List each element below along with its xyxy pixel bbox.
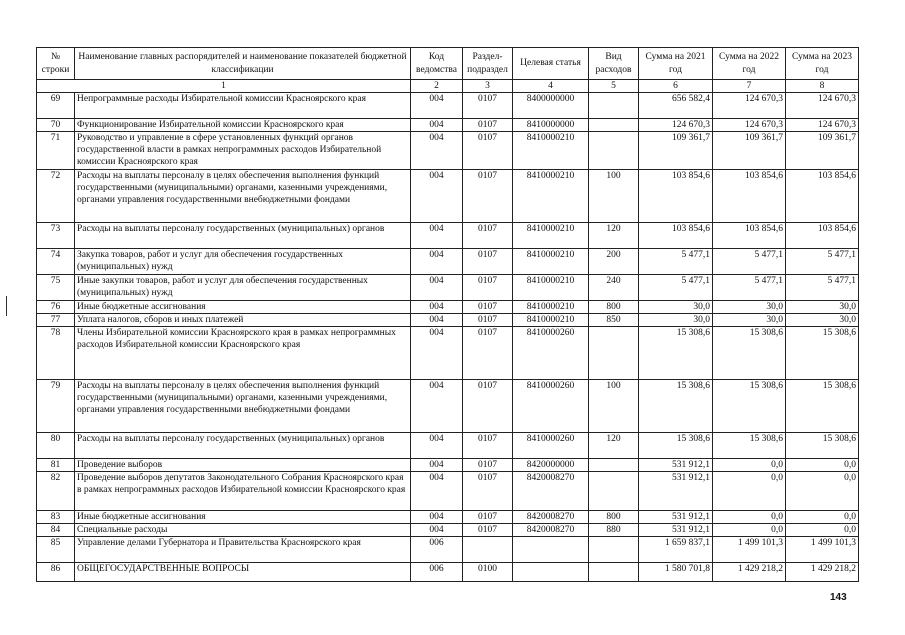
column-number-row xyxy=(37,80,859,93)
row-target-article: 8410000210 xyxy=(513,249,589,275)
row-expense-type xyxy=(589,563,639,582)
row-sum-2023: 124 670,3 xyxy=(786,119,859,132)
row-name: Иные бюджетные ассигнования xyxy=(75,511,411,524)
row-ved-code: 004 xyxy=(411,472,463,511)
row-sum-2021: 15 308,6 xyxy=(639,327,713,380)
row-name: Иные закупки товаров, работ и услуг для обеспечения государственных (муниципальных) нужд xyxy=(75,275,411,301)
row-sum-2021: 1 659 837,1 xyxy=(639,537,713,563)
row-sum-2022: 30,0 xyxy=(713,314,786,327)
row-name: ОБЩЕГОСУДАРСТВЕННЫЕ ВОПРОСЫ xyxy=(75,563,411,582)
table-row xyxy=(37,380,859,433)
row-sum-2022: 5 477,1 xyxy=(713,249,786,275)
row-expense-type xyxy=(589,119,639,132)
row-number: 80 xyxy=(37,433,75,459)
table-row xyxy=(37,119,859,132)
row-sum-2023: 15 308,6 xyxy=(786,380,859,433)
column-number: 5 xyxy=(589,80,639,93)
column-number: 6 xyxy=(639,80,713,93)
row-expense-type xyxy=(589,537,639,563)
row-sum-2023: 103 854,6 xyxy=(786,223,859,249)
row-number: 69 xyxy=(37,93,75,119)
header-vid: Вид расходов xyxy=(589,48,639,80)
row-expense-type: 240 xyxy=(589,275,639,301)
row-ved-code: 004 xyxy=(411,524,463,537)
row-target-article: 8410000260 xyxy=(513,433,589,459)
column-number: 3 xyxy=(463,80,513,93)
row-name: Проведение выборов xyxy=(75,459,411,472)
row-sum-2022: 0,0 xyxy=(713,511,786,524)
row-sum-2023: 15 308,6 xyxy=(786,433,859,459)
row-number: 83 xyxy=(37,511,75,524)
row-expense-type: 880 xyxy=(589,524,639,537)
header-sum-2021: Сумма на 2021 год xyxy=(639,48,713,80)
row-ved-code: 004 xyxy=(411,314,463,327)
row-target-article xyxy=(513,537,589,563)
row-name: Управление делами Губернатора и Правительства Красноярского края xyxy=(75,537,411,563)
row-section-code: 0107 xyxy=(463,380,513,433)
row-expense-type xyxy=(589,132,639,170)
row-section-code: 0100 xyxy=(463,563,513,582)
column-number: 8 xyxy=(786,80,859,93)
row-name: Уплата налогов, сборов и иных платежей xyxy=(75,314,411,327)
row-name: Специальные расходы xyxy=(75,524,411,537)
row-ved-code: 006 xyxy=(411,563,463,582)
row-expense-type: 120 xyxy=(589,433,639,459)
page-number: 143 xyxy=(830,592,847,603)
row-ved-code: 006 xyxy=(411,537,463,563)
row-number: 82 xyxy=(37,472,75,511)
row-expense-type: 100 xyxy=(589,380,639,433)
row-name: Расходы на выплаты персоналу в целях обеспечения выполнения функций государственными (муниципальными) органами, казенными учреждениями, органами управления государственными внебюджетными фондами xyxy=(75,170,411,223)
row-ved-code: 004 xyxy=(411,511,463,524)
row-target-article: 8410000210 xyxy=(513,223,589,249)
row-sum-2022: 30,0 xyxy=(713,301,786,314)
row-target-article: 8410000260 xyxy=(513,327,589,380)
row-section-code: 0107 xyxy=(463,170,513,223)
table-row xyxy=(37,132,859,170)
row-sum-2021: 30,0 xyxy=(639,314,713,327)
column-number: 4 xyxy=(513,80,589,93)
column-number: 1 xyxy=(37,80,411,93)
row-number: 79 xyxy=(37,380,75,433)
row-name: Функционирование Избирательной комиссии Красноярского края xyxy=(75,119,411,132)
row-name: Закупка товаров, работ и услуг для обеспечения государственных (муниципальных) нужд xyxy=(75,249,411,275)
row-ved-code: 004 xyxy=(411,132,463,170)
row-sum-2022: 5 477,1 xyxy=(713,275,786,301)
table-row xyxy=(37,275,859,301)
row-number: 84 xyxy=(37,524,75,537)
row-ved-code: 004 xyxy=(411,433,463,459)
row-section-code: 0107 xyxy=(463,459,513,472)
row-section-code: 0107 xyxy=(463,433,513,459)
column-number: 2 xyxy=(411,80,463,93)
row-sum-2023: 0,0 xyxy=(786,524,859,537)
table-row xyxy=(37,301,859,314)
row-sum-2021: 531 912,1 xyxy=(639,459,713,472)
row-sum-2023: 0,0 xyxy=(786,511,859,524)
row-section-code: 0107 xyxy=(463,119,513,132)
row-expense-type: 850 xyxy=(589,314,639,327)
row-sum-2023: 124 670,3 xyxy=(786,93,859,119)
row-expense-type: 100 xyxy=(589,170,639,223)
row-name: Проведение выборов депутатов Законодательного Собрания Красноярского края в рамках непрограммных расходов Избирательной комиссии Красноярского края xyxy=(75,472,411,511)
row-expense-type: 120 xyxy=(589,223,639,249)
table-row xyxy=(37,223,859,249)
row-ved-code: 004 xyxy=(411,119,463,132)
row-number: 77 xyxy=(37,314,75,327)
row-sum-2022: 15 308,6 xyxy=(713,433,786,459)
row-sum-2023: 5 477,1 xyxy=(786,275,859,301)
row-sum-2022: 103 854,6 xyxy=(713,223,786,249)
table-row xyxy=(37,93,859,119)
table-row xyxy=(37,327,859,380)
row-sum-2021: 124 670,3 xyxy=(639,119,713,132)
row-sum-2023: 103 854,6 xyxy=(786,170,859,223)
header-razd: Раздел-подраздел xyxy=(463,48,513,80)
row-ved-code: 004 xyxy=(411,327,463,380)
row-target-article: 8420008270 xyxy=(513,511,589,524)
row-section-code: 0107 xyxy=(463,132,513,170)
row-sum-2021: 531 912,1 xyxy=(639,472,713,511)
row-target-article: 8420008270 xyxy=(513,524,589,537)
row-sum-2022: 15 308,6 xyxy=(713,380,786,433)
row-sum-2022: 1 429 218,2 xyxy=(713,563,786,582)
table-row xyxy=(37,511,859,524)
row-sum-2021: 531 912,1 xyxy=(639,511,713,524)
row-expense-type: 200 xyxy=(589,249,639,275)
row-name: Расходы на выплаты персоналу государственных (муниципальных) органов xyxy=(75,433,411,459)
row-section-code xyxy=(463,537,513,563)
row-ved-code: 004 xyxy=(411,223,463,249)
row-name: Расходы на выплаты персоналу государственных (муниципальных) органов xyxy=(75,223,411,249)
row-ved-code: 004 xyxy=(411,170,463,223)
row-expense-type xyxy=(589,93,639,119)
row-target-article: 8410000000 xyxy=(513,119,589,132)
table-body xyxy=(37,93,859,582)
row-sum-2022: 124 670,3 xyxy=(713,119,786,132)
table-row xyxy=(37,472,859,511)
row-sum-2023: 0,0 xyxy=(786,472,859,511)
row-sum-2021: 1 580 701,8 xyxy=(639,563,713,582)
row-target-article xyxy=(513,563,589,582)
margin-mark xyxy=(6,296,7,316)
row-sum-2021: 109 361,7 xyxy=(639,132,713,170)
table-row xyxy=(37,433,859,459)
row-sum-2022: 109 361,7 xyxy=(713,132,786,170)
row-sum-2021: 5 477,1 xyxy=(639,275,713,301)
table-row xyxy=(37,170,859,223)
row-ved-code: 004 xyxy=(411,301,463,314)
row-sum-2023: 15 308,6 xyxy=(786,327,859,380)
row-number: 71 xyxy=(37,132,75,170)
row-sum-2022: 15 308,6 xyxy=(713,327,786,380)
row-number: 74 xyxy=(37,249,75,275)
row-target-article: 8410000210 xyxy=(513,301,589,314)
row-expense-type: 800 xyxy=(589,511,639,524)
row-section-code: 0107 xyxy=(463,249,513,275)
row-number: 76 xyxy=(37,301,75,314)
row-section-code: 0107 xyxy=(463,93,513,119)
row-sum-2022: 0,0 xyxy=(713,459,786,472)
row-target-article: 8420000000 xyxy=(513,459,589,472)
row-expense-type xyxy=(589,472,639,511)
row-target-article: 8410000210 xyxy=(513,132,589,170)
row-ved-code: 004 xyxy=(411,249,463,275)
header-num: № строки xyxy=(37,48,75,80)
row-number: 86 xyxy=(37,563,75,582)
row-number: 81 xyxy=(37,459,75,472)
row-target-article: 8410000210 xyxy=(513,275,589,301)
row-sum-2021: 656 582,4 xyxy=(639,93,713,119)
row-target-article: 8410000260 xyxy=(513,380,589,433)
row-target-article: 8410000210 xyxy=(513,170,589,223)
row-sum-2023: 30,0 xyxy=(786,314,859,327)
row-sum-2023: 109 361,7 xyxy=(786,132,859,170)
row-number: 75 xyxy=(37,275,75,301)
row-sum-2021: 5 477,1 xyxy=(639,249,713,275)
row-ved-code: 004 xyxy=(411,380,463,433)
row-number: 73 xyxy=(37,223,75,249)
table-row xyxy=(37,314,859,327)
row-sum-2021: 103 854,6 xyxy=(639,170,713,223)
row-expense-type xyxy=(589,327,639,380)
row-number: 78 xyxy=(37,327,75,380)
header-cel: Целевая статья xyxy=(513,48,589,80)
row-name: Иные бюджетные ассигнования xyxy=(75,301,411,314)
row-sum-2022: 0,0 xyxy=(713,524,786,537)
row-section-code: 0107 xyxy=(463,275,513,301)
row-sum-2023: 1 429 218,2 xyxy=(786,563,859,582)
row-sum-2023: 5 477,1 xyxy=(786,249,859,275)
row-name: Члены Избирательной комиссии Красноярского края в рамках непрограммных расходов Избирательной комиссии Красноярского края xyxy=(75,327,411,380)
row-sum-2022: 103 854,6 xyxy=(713,170,786,223)
row-ved-code: 004 xyxy=(411,93,463,119)
row-sum-2021: 15 308,6 xyxy=(639,433,713,459)
row-sum-2021: 531 912,1 xyxy=(639,524,713,537)
row-section-code: 0107 xyxy=(463,524,513,537)
table-row xyxy=(37,459,859,472)
header-sum-2023: Сумма на 2023 год xyxy=(786,48,859,80)
row-sum-2022: 1 499 101,3 xyxy=(713,537,786,563)
row-sum-2021: 15 308,6 xyxy=(639,380,713,433)
table-row xyxy=(37,524,859,537)
row-section-code: 0107 xyxy=(463,314,513,327)
budget-table xyxy=(36,47,859,582)
row-name: Расходы на выплаты персоналу в целях обеспечения выполнения функций государственными (муниципальными) органами, казенными учреждениями, органами управления государственными внебюджетными фондами xyxy=(75,380,411,433)
row-section-code: 0107 xyxy=(463,301,513,314)
row-section-code: 0107 xyxy=(463,223,513,249)
row-target-article: 8420008270 xyxy=(513,472,589,511)
row-ved-code: 004 xyxy=(411,459,463,472)
row-number: 85 xyxy=(37,537,75,563)
header-ved: Код ведомства xyxy=(411,48,463,80)
row-section-code: 0107 xyxy=(463,327,513,380)
row-sum-2022: 124 670,3 xyxy=(713,93,786,119)
row-expense-type: 800 xyxy=(589,301,639,314)
row-target-article: 8400000000 xyxy=(513,93,589,119)
row-number: 72 xyxy=(37,170,75,223)
column-number: 7 xyxy=(713,80,786,93)
row-section-code: 0107 xyxy=(463,472,513,511)
table-row xyxy=(37,537,859,563)
row-name: Непрограммные расходы Избирательной комиссии Красноярского края xyxy=(75,93,411,119)
row-target-article: 8410000210 xyxy=(513,314,589,327)
row-expense-type xyxy=(589,459,639,472)
row-sum-2021: 30,0 xyxy=(639,301,713,314)
row-section-code: 0107 xyxy=(463,511,513,524)
row-sum-2023: 1 499 101,3 xyxy=(786,537,859,563)
row-number: 70 xyxy=(37,119,75,132)
header-row xyxy=(37,48,859,80)
row-sum-2023: 0,0 xyxy=(786,459,859,472)
table-row xyxy=(37,249,859,275)
header-sum-2022: Сумма на 2022 год xyxy=(713,48,786,80)
row-name: Руководство и управление в сфере установленных функций органов государственной власти в рамках непрограммных расходов Избирательной комиссии Красноярского края xyxy=(75,132,411,170)
row-ved-code: 004 xyxy=(411,275,463,301)
row-sum-2022: 0,0 xyxy=(713,472,786,511)
row-sum-2021: 103 854,6 xyxy=(639,223,713,249)
header-name: Наименование главных распорядителей и наименование показателей бюджетной классификации xyxy=(75,48,411,80)
table-row xyxy=(37,563,859,582)
row-sum-2023: 30,0 xyxy=(786,301,859,314)
